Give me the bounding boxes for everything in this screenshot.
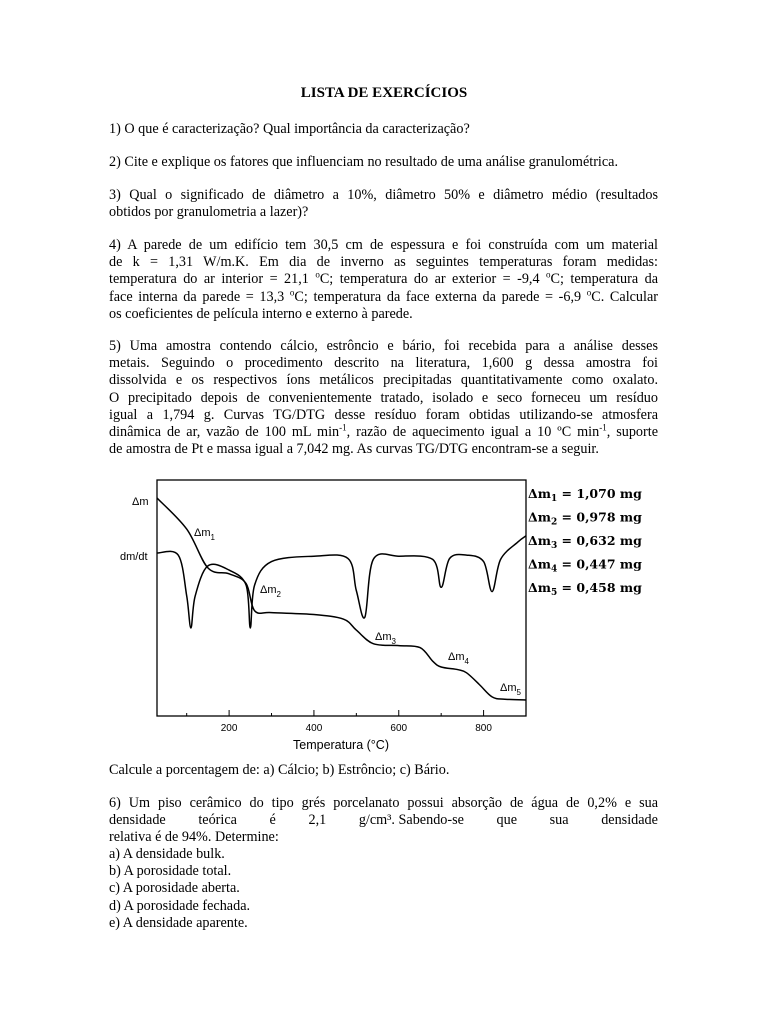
legend-entry: $\Delta m_4 = 0,447$ mg xyxy=(528,556,642,575)
word: que xyxy=(496,812,518,829)
x-tick-label: 600 xyxy=(390,723,408,734)
text-run: C; temperatura do ar exterior = -9,4 xyxy=(319,271,547,288)
mass-loss-annotation: $\Delta m_2$ xyxy=(260,584,281,599)
x-tick-label: 800 xyxy=(475,723,492,734)
question-3 xyxy=(109,187,658,221)
tg-series-line xyxy=(157,498,526,700)
question-4-line: de k = 1,31 W/m.K. Em dia de inverno as seguintes temperaturas foram medidas: xyxy=(109,254,658,271)
question-5-line: de amostra de Pt e massa igual a 7,042 mg. As curvas TG/DTG encontram-se a seguir. xyxy=(109,441,599,458)
dtg-series-line xyxy=(157,536,526,628)
question-4-line xyxy=(109,286,658,306)
legend-entry: $\Delta m_5 = 0,458$ mg xyxy=(528,580,642,598)
question-5-line: O precipitado depois de convenientemente tratado, isolado e seco forneceu um resíduo xyxy=(109,389,658,406)
plot-frame xyxy=(157,480,526,716)
word: densidade xyxy=(601,812,658,829)
legend-entry: $\Delta m_3 = 0,632$ mg xyxy=(528,533,642,551)
text-run: , razão de aquecimento igual a 10 ºC min xyxy=(346,424,600,441)
x-axis-label: Temperatura (°C) xyxy=(293,738,389,752)
mass-loss-annotations xyxy=(194,527,522,697)
question-5-line: dissolvida e os respectivos íons metálicos precipitadas quantitativamente como oxalato. xyxy=(109,372,658,389)
degree-sup: o xyxy=(586,286,592,297)
text-run: face interna da parede = 13,3 xyxy=(109,288,290,305)
word: 2,1 xyxy=(308,812,327,829)
question-4-line: os coeficientes de película interno e externo à parede. xyxy=(109,305,413,322)
question-5-task: Calcule a porcentagem de: a) Cálcio; b) Estrôncio; c) Bário. xyxy=(109,762,450,778)
list-item: b) A porosidade total. xyxy=(109,863,232,880)
x-axis-ticks xyxy=(187,710,526,716)
chart-legend xyxy=(528,486,642,598)
text-run: C. Calcular xyxy=(591,288,658,305)
question-5 xyxy=(109,338,658,458)
list-item: c) A porosidade aberta. xyxy=(109,880,240,897)
x-tick-label: 200 xyxy=(220,723,238,734)
question-6 xyxy=(109,795,658,847)
question-5-line: 5) Uma amostra contendo cálcio, estrôncio e bário, foi recebida para a análise desses xyxy=(109,338,658,354)
question-3-line: obtidos por granulometria a lazer)? xyxy=(109,204,309,221)
legend-entry: $\Delta m_2 = 0,978$ mg xyxy=(528,509,642,528)
degree-sup: o xyxy=(546,269,551,280)
question-6-line: 6) Um piso cerâmico do tipo grés porcelanato possui absorção de água de 0,2% e sua xyxy=(109,795,658,811)
degree-sup: o xyxy=(289,286,295,297)
word: g/cm³. Sabendo-se xyxy=(358,812,464,829)
question-4-line xyxy=(109,271,658,288)
question-6-line: relativa é de 94%. Determine: xyxy=(109,829,279,846)
text-run: temperatura do ar interior = 21,1 xyxy=(109,271,316,288)
list-item: a) A densidade bulk. xyxy=(109,846,225,862)
word: é xyxy=(269,812,276,829)
question-2: 2) Cite e explique os fatores que influenciam no resultado de uma análise granulométrica. xyxy=(109,154,618,170)
question-4 xyxy=(109,237,658,323)
tg-dtg-chart xyxy=(120,478,650,753)
mass-loss-annotation: $\Delta m_4$ xyxy=(448,651,469,666)
tg-axis-label: Δm xyxy=(132,496,149,508)
text-run: dinâmica de ar, vazão de 100 mL min xyxy=(109,424,340,441)
exponent-sup: -1 xyxy=(339,422,347,433)
text-run: , suporte xyxy=(606,424,658,441)
exponent-sup: -1 xyxy=(599,422,607,433)
x-tick-label: 400 xyxy=(305,723,323,734)
page-title: LISTA DE EXERCÍCIOS xyxy=(300,85,468,101)
question-4-line: 4) A parede de um edifício tem 30,5 cm de espessura e foi construída com um material xyxy=(109,237,658,253)
question-5-line: metais. Seguindo o procedimento descrito na literatura, 1,600 g dessa amostra foi xyxy=(109,355,658,372)
word: sua xyxy=(549,812,569,829)
question-1: 1) O que é caracterização? Qual importância da caracterização? xyxy=(109,121,470,137)
question-3-line: 3) Qual o significado de diâmetro a 10%, diâmetro 50% e diâmetro médio (resultados xyxy=(109,187,658,203)
question-6-line xyxy=(109,812,658,829)
mass-loss-annotation: $\Delta m_1$ xyxy=(194,527,215,542)
word: densidade xyxy=(109,812,166,829)
degree-sup: o xyxy=(315,269,320,280)
question-5-line xyxy=(109,424,658,441)
mass-loss-annotation: $\Delta m_5$ xyxy=(500,682,521,697)
text-run: C; temperatura da face externa da parede = -6,9 xyxy=(294,288,587,305)
x-axis-tick-labels xyxy=(221,723,493,734)
question-5-line: igual a 1,794 g. Curvas TG/DTG desse resíduo foram obtidas utilizando-se atmosfera xyxy=(109,406,658,423)
dtg-axis-label: dm/dt xyxy=(120,551,148,563)
word: teórica xyxy=(198,812,237,829)
question-6-items xyxy=(109,846,658,932)
text-run: C; temperatura da xyxy=(550,271,659,288)
list-item: d) A porosidade fechada. xyxy=(109,897,251,914)
list-item: e) A densidade aparente. xyxy=(109,914,248,931)
legend-entry: $\Delta m_1 = 1,070$ mg xyxy=(528,486,642,504)
mass-loss-annotation: $\Delta m_3$ xyxy=(375,631,396,646)
